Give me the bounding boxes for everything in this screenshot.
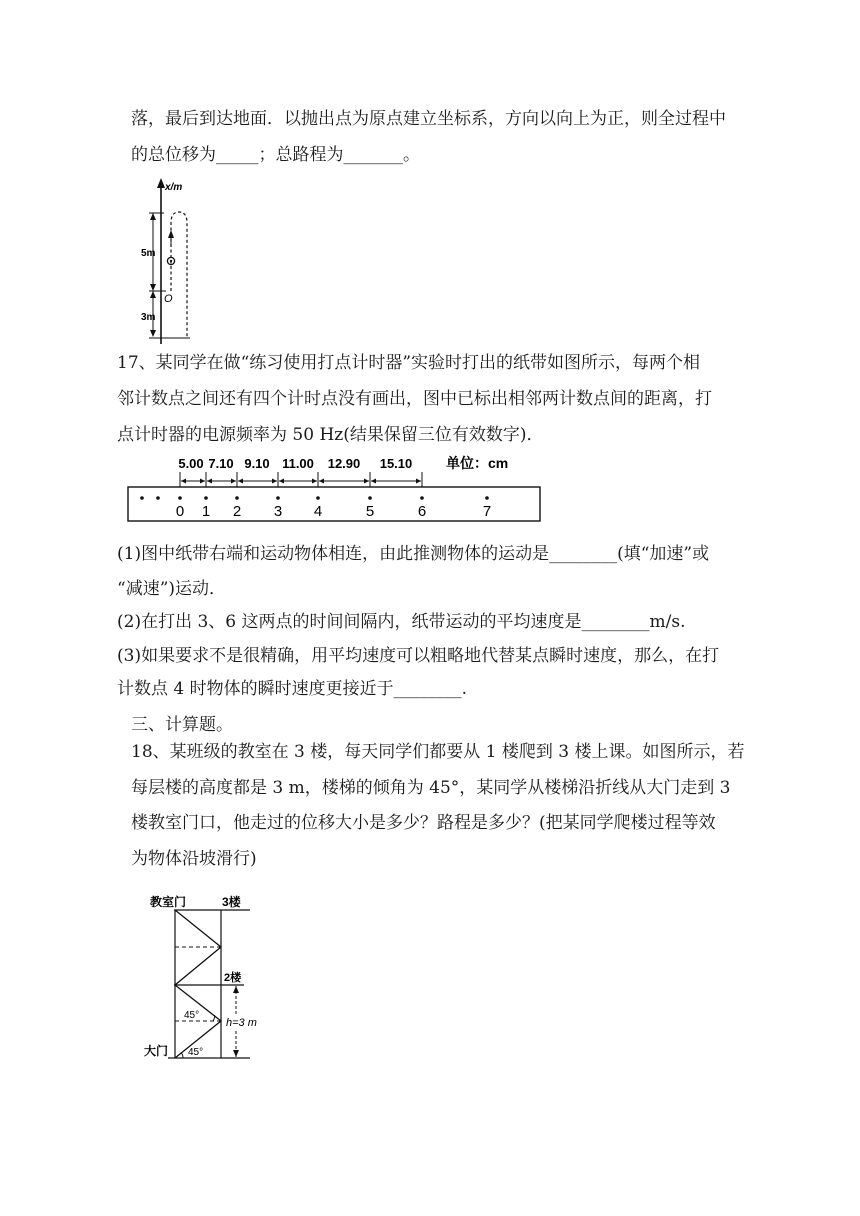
- distance-labels: [178, 456, 412, 471]
- angle-label-lower: 45°: [188, 1047, 204, 1058]
- unit-label: 单位：cm: [446, 455, 509, 471]
- staircase-figure: [140, 890, 270, 1062]
- floor2-label: 2楼: [224, 972, 242, 984]
- point-label-1: 1: [201, 503, 211, 520]
- distance-5-6: 15.10: [379, 456, 413, 471]
- point-label-2: 2: [232, 503, 242, 520]
- q16-text-line2: 的总位移为_____；总路程为_______。: [131, 145, 420, 165]
- q17-sub1-line2: “减速”)运动．: [117, 579, 227, 599]
- point-label-5: 5: [365, 503, 375, 520]
- axis-label: x/m: [165, 182, 183, 193]
- point-label-6: 6: [417, 503, 427, 520]
- classroom-door-label: 教室门: [150, 895, 187, 909]
- distance-2-3: 9.10: [244, 456, 270, 471]
- origin-label: O: [164, 293, 173, 305]
- q17-sub2: (2)在打出 3、6 这两点的时间间隔内，纸带运动的平均速度是________m/s.: [117, 612, 686, 632]
- q17-text-line2: 邻计数点之间还有四个计时点没有画出，图中已标出相邻两计数点间的距离，打: [117, 389, 712, 409]
- height-label: h=3 m: [226, 1017, 257, 1029]
- distance-3-4: 11.00: [282, 456, 314, 471]
- point-label-3: 3: [273, 503, 283, 520]
- distance-0-1: 5.00: [178, 456, 204, 471]
- lower-height-label: 3m: [141, 312, 156, 323]
- point-label-7: 7: [482, 503, 492, 520]
- q16-figure: [138, 178, 210, 344]
- point-label-4: 4: [313, 503, 323, 520]
- q18-text-line2: 每层楼的高度都是 3 m，楼梯的倾角为 45°，某同学从楼梯沿折线从大门走到 3: [131, 778, 731, 798]
- q16-text-line1: 落，最后到达地面．以抛出点为原点建立坐标系，方向以向上为正，则全过程中: [131, 109, 726, 129]
- main-gate-label: 大门: [144, 1044, 169, 1058]
- q17-text-line1: 17、某同学在做“练习使用打点计时器”实验时打出的纸带如图所示，每两个相: [117, 353, 701, 373]
- q18-text-line4: 为物体沿坡滑行): [131, 849, 257, 869]
- point-label-0: 0: [175, 503, 185, 520]
- q17-text-line3: 点计时器的电源频率为 50 Hz(结果保留三位有效数字)．: [117, 425, 544, 445]
- distance-1-2: 7.10: [208, 456, 234, 471]
- floor3-label: 3楼: [222, 895, 241, 909]
- q18-text-line1: 18、某班级的教室在 3 楼，每天同学们都要从 1 楼爬到 3 楼上课。如图所示，若: [131, 742, 745, 762]
- section-title: 三、计算题。: [131, 715, 233, 735]
- q17-sub1-line1: (1)图中纸带右端和运动物体相连，由此推测物体的运动是________(填“加速”或: [117, 544, 710, 564]
- q17-sub3-line2: 计数点 4 时物体的瞬时速度更接近于________.: [117, 679, 468, 699]
- upper-height-label: 5m: [141, 248, 156, 259]
- q18-text-line3: 楼教室门口，他走过的位移大小是多少？路程是多少？(把某同学爬楼过程等效: [131, 813, 716, 833]
- q17-sub3-line1: (3)如果要求不是很精确，用平均速度可以粗略地代替某点瞬时速度，那么，在打: [117, 646, 720, 666]
- ticker-tape-figure: [124, 450, 544, 526]
- angle-label-upper: 45°: [184, 1010, 200, 1021]
- distance-4-5: 12.90: [327, 456, 361, 471]
